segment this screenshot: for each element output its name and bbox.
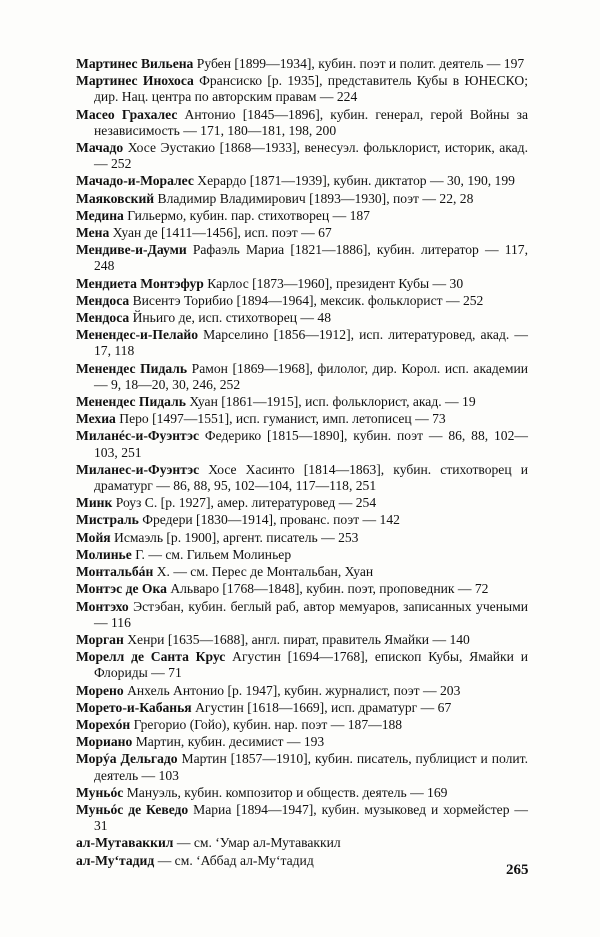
entry-headword: Маяковский: [76, 190, 155, 206]
entry-text: Агустин [1618—1669], исп. драматург — 67: [195, 699, 452, 715]
index-entry: [76, 140, 528, 172]
index-entry: [76, 173, 528, 189]
entry-headword: Морехóн: [76, 716, 131, 732]
entry-headword: Менендес Пидаль: [76, 394, 186, 410]
entry-text: Хосе Эустакио [1868—1933], венесуэл. фольклорист, историк, акад. — 252: [94, 140, 528, 172]
index-entry: [76, 310, 528, 326]
index-entry: [76, 242, 528, 274]
entry-text: Владимир Владимирович [1893—1930], поэт — 22, 28: [157, 190, 474, 206]
entry-text: Федерико [1815—1890], кубин. поэт — 86, 88, 102—103, 251: [94, 428, 528, 460]
index-entry: [76, 107, 528, 139]
index-entry: [76, 683, 528, 699]
entry-text: Мануэль, кубин. композитор и обществ. деятель — 169: [126, 784, 448, 800]
index-entry: [76, 835, 528, 851]
entry-headword: Мена: [76, 225, 110, 241]
entry-headword: Мистраль: [76, 512, 139, 528]
index-entry: [76, 632, 528, 648]
entry-text: Агустин [1694—1768], епископ Кубы, Ямайки и Флориды — 71: [94, 649, 528, 681]
index-entry: [76, 411, 528, 427]
index-entry: [76, 394, 528, 410]
entry-headword: Морýа Дельгадо: [76, 751, 178, 767]
entry-headword: Мачадо: [76, 140, 124, 156]
entry-text: Грегорио (Гойо), кубин. нар. поэт — 187—188: [133, 716, 403, 732]
index-entry: [76, 599, 528, 631]
index-entry: [76, 700, 528, 716]
entry-headword: ал-Мутаваккил: [76, 835, 174, 851]
entry-text: Анхель Антонио [р. 1947], кубин. журналист, поэт — 203: [127, 682, 461, 698]
entry-text: Рубен [1899—1934], кубин. поэт и полит. деятель — 197: [196, 56, 525, 71]
entry-headword: Муньóс: [76, 784, 124, 800]
index-entry: [76, 327, 528, 359]
index-entry: [76, 512, 528, 528]
entry-headword: Мойя: [76, 529, 111, 545]
entry-text: Херардо [1871—1939], кубин. диктатор — 30, 190, 199: [197, 173, 515, 189]
entry-text: Йньиго де, исп. стихотворец — 48: [132, 310, 332, 326]
entry-headword: Минк: [76, 495, 113, 511]
index-entry: [76, 462, 528, 494]
entry-text: Хосе Хасинто [1814—1863], кубин. стихотворец и драматург — 86, 88, 95, 102—104, 117—118, 251: [94, 461, 528, 494]
entry-headword: Масео Грахалес: [76, 106, 178, 122]
index-entry: [76, 853, 528, 869]
entry-text: Роуз С. [р. 1927], амер. литературовед — 254: [115, 495, 377, 511]
entry-text: Исмаэль [р. 1900], аргент. писатель — 253: [114, 529, 359, 545]
entry-headword: ал-Муʻтадид: [76, 852, 155, 868]
entry-headword: Медина: [76, 207, 124, 223]
entry-text: Фредери [1830—1914], прованс. поэт — 142: [142, 512, 400, 528]
entry-headword: Монтальбáн: [76, 564, 154, 580]
entry-headword: Менендес-и-Пелайо: [76, 327, 199, 343]
entry-text: Гильермо, кубин. пар. стихотворец — 187: [127, 207, 370, 223]
entry-headword: Миланéс-и-Фуэнтэс: [76, 428, 199, 444]
entry-headword: Мендиве-и-Дауми: [76, 242, 187, 258]
entry-headword: Муньóс де Кеведо: [76, 801, 189, 817]
index-entry: [76, 276, 528, 292]
entry-headword: Морелл де Санта Крус: [76, 649, 226, 665]
entry-text: Перо [1497—1551], исп. гуманист, имп. летописец — 73: [119, 411, 446, 427]
entry-headword: Мендоса: [76, 310, 130, 326]
entry-text: Хуан [1861—1915], исп. фольклорист, акад. — 19: [189, 394, 476, 410]
entry-text: Хенри [1635—1688], англ. пират, правитель Ямайки — 140: [127, 631, 470, 647]
entry-text: — см. ʻАббад ал-Муʻтадид: [157, 852, 314, 868]
index-entry: [76, 717, 528, 733]
entry-text: Антонио [1845—1896], кубин. генерал, герой Войны за независимость — 171, 180—181, 198, 200: [94, 106, 528, 138]
entry-headword: Монтэхо: [76, 598, 129, 614]
entry-headword: Миланес-и-Фуэнтэс: [76, 461, 200, 477]
index-entry: [76, 547, 528, 563]
index-entry: [76, 191, 528, 207]
index-entry: [76, 734, 528, 750]
entry-headword: Мартинес Вильена: [76, 56, 194, 71]
entry-headword: Мориано: [76, 734, 133, 750]
index-entry: [76, 293, 528, 309]
entry-text: — см. ʻУмар ал-Мутаваккил: [176, 835, 341, 851]
entry-headword: Монтэс де Ока: [76, 581, 167, 597]
entry-headword: Мендиета Монтэфур: [76, 275, 204, 291]
entry-text: Эстэбан, кубин. беглый раб, автор мемуаров, записанных учеными — 116: [94, 598, 528, 630]
entry-text: Карлос [1873—1960], президент Кубы — 30: [207, 275, 464, 291]
index-entry: [76, 802, 528, 834]
entry-text: Мартин [1857—1910], кубин. писатель, публицист и полит. деятель — 103: [94, 751, 528, 783]
index-entry: [76, 73, 528, 105]
index-entry: [76, 208, 528, 224]
entry-text: Альваро [1768—1848], кубин. поэт, проповедник — 72: [170, 581, 489, 597]
entry-text: Франсиско [р. 1935], представитель Кубы в ЮНЕСКО; дир. Нац. центра по авторским правам — 224: [94, 73, 528, 105]
entry-headword: Морган: [76, 631, 124, 647]
index-entry: [76, 751, 528, 783]
index-entry: [76, 56, 528, 72]
entry-text: Мартин, кубин. десимист — 193: [135, 734, 325, 750]
entry-text: Рафаэль Мариа [1821—1886], кубин. литератор — 117, 248: [94, 242, 528, 274]
entry-headword: Мехиа: [76, 411, 116, 427]
entry-text: Марселино [1856—1912], исп. литературовед, акад. — 17, 118: [94, 327, 528, 359]
index-entry: [76, 225, 528, 241]
entry-headword: Морето-и-Кабанья: [76, 699, 192, 715]
entry-text: Висентэ Торибио [1894—1964], мексик. фольклорист — 252: [132, 292, 484, 308]
index-entry: [76, 785, 528, 801]
entry-headword: Молинье: [76, 546, 132, 562]
index-entry: [76, 581, 528, 597]
entry-text: Хуан де [1411—1456], исп. поэт — 67: [112, 225, 332, 241]
index-entry: [76, 649, 528, 681]
index-entries: [76, 56, 528, 870]
page-number: 265: [506, 862, 529, 878]
entry-headword: Мартинес Инохоса: [76, 73, 194, 89]
index-entry: [76, 564, 528, 580]
index-entry: [76, 495, 528, 511]
entry-headword: Мачадо-и-Моралес: [76, 173, 194, 189]
index-entry: [76, 361, 528, 393]
entry-headword: Мендоса: [76, 292, 130, 308]
entry-headword: Морено: [76, 682, 124, 698]
index-entry: [76, 530, 528, 546]
index-entry: [76, 428, 528, 460]
entry-text: Х. — см. Перес де Монтальбан, Хуан: [156, 564, 374, 580]
entry-text: Рамон [1869—1968], филолог, дир. Корол. исп. академии — 9, 18—20, 30, 246, 252: [94, 360, 528, 392]
entry-text: Г. — см. Гильем Молиньер: [135, 546, 292, 562]
entry-text: Мариа [1894—1947], кубин. музыковед и хормейстер — 31: [94, 801, 529, 834]
entry-headword: Менендес Пидаль: [76, 360, 188, 376]
